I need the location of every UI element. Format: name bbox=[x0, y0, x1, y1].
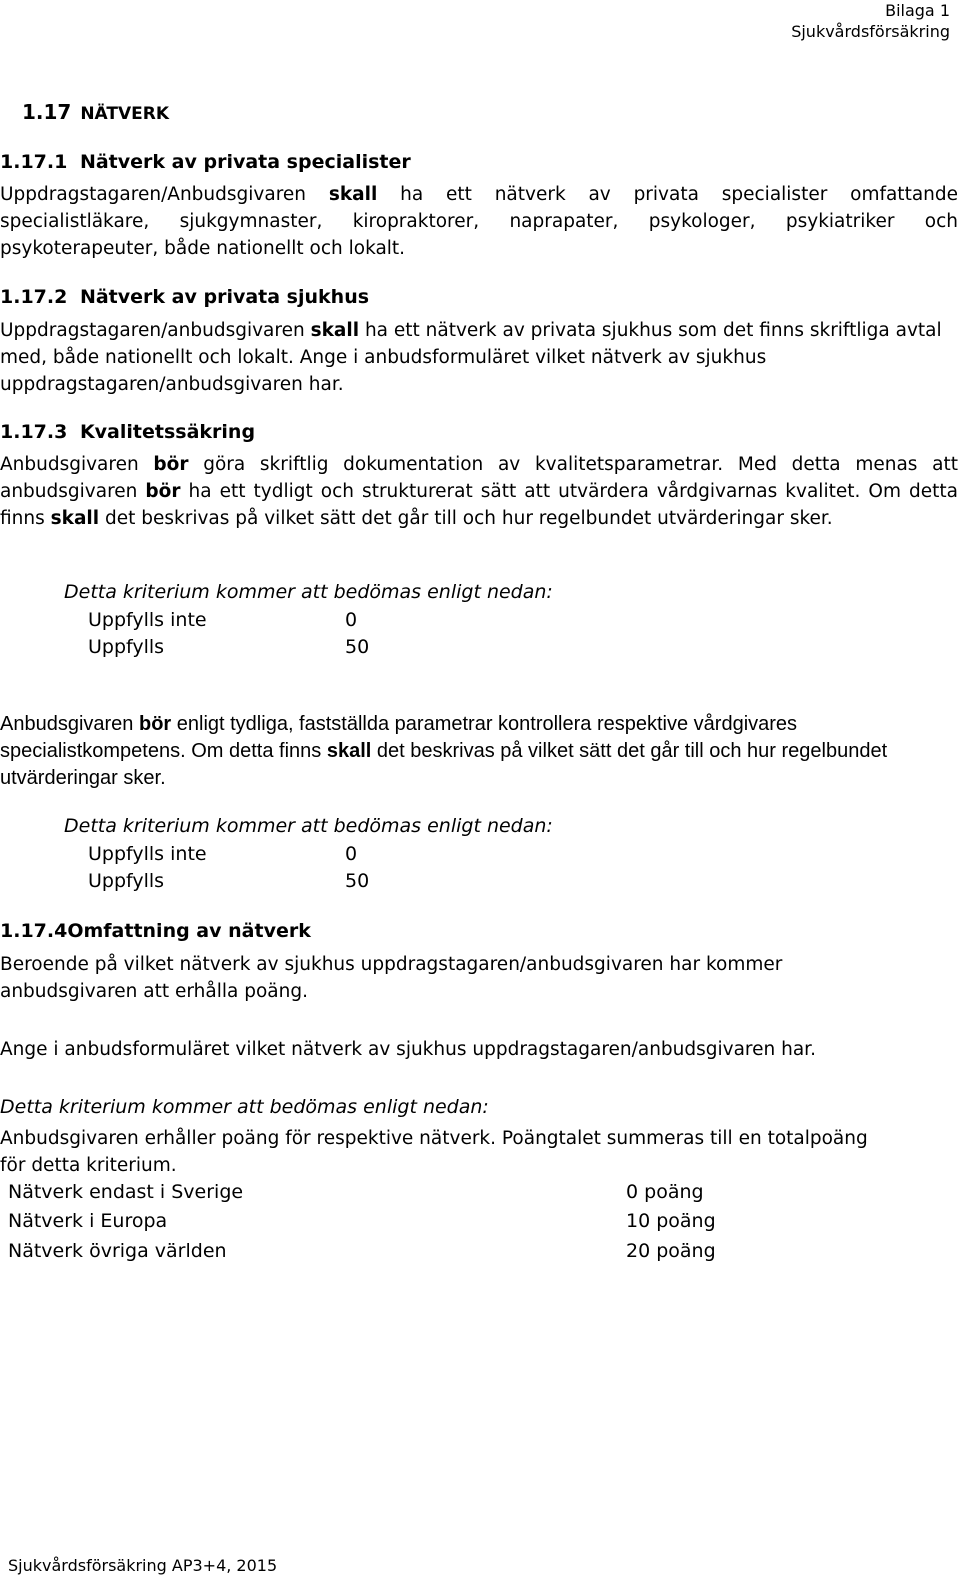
paragraph-points-summary: Anbudsgivaren erhåller poäng för respektive nätverk. Poängtalet summeras till en totalpoäng för detta kriterium. bbox=[0, 1128, 868, 1176]
paragraph-network-scope: Beroende på vilket nätverk av sjukhus uppdragstagaren/anbudsgivaren har kommer anbudsgivaren att erhålla poäng. bbox=[0, 954, 783, 1002]
requirement-word: skall bbox=[50, 508, 100, 529]
paragraph-tender-form: Ange i anbudsformuläret vilket nätverk av sjukhus uppdragstagaren/anbudsgivaren har. bbox=[0, 1039, 816, 1060]
section-number: 1.17.3 bbox=[0, 421, 68, 443]
table-row-points: 0 poäng bbox=[626, 1181, 704, 1203]
header bbox=[791, 0, 950, 42]
chapter-title: NÄTVERK bbox=[80, 104, 170, 124]
criterion-note: Detta kriterium kommer att bedömas enligt nedan: bbox=[0, 1096, 489, 1118]
score-points: 50 bbox=[345, 870, 370, 892]
section-heading-1-17-1 bbox=[0, 151, 411, 173]
requirement-word: bör bbox=[138, 713, 172, 735]
footer: Sjukvårdsförsäkring AP3+4, 2015 bbox=[8, 1556, 278, 1575]
score-points: 0 bbox=[345, 843, 358, 865]
score-label: Uppfylls inte bbox=[88, 609, 207, 631]
table-row-points: 20 poäng bbox=[626, 1240, 716, 1262]
score-label: Uppfylls inte bbox=[88, 843, 207, 865]
header-document: Sjukvårdsförsäkring bbox=[791, 22, 950, 41]
chapter-number: 1.17 bbox=[22, 100, 72, 124]
score-label: Uppfylls bbox=[88, 870, 165, 892]
section-title: Kvalitetssäkring bbox=[79, 421, 256, 443]
section-number: 1.17.2 bbox=[0, 286, 68, 308]
section-title: Nätverk av privata specialister bbox=[79, 151, 411, 173]
section-number: 1.17.1 bbox=[0, 151, 68, 173]
requirement-word: bör bbox=[145, 481, 181, 502]
section-heading-1-17-3 bbox=[0, 421, 255, 443]
table-row-label: Nätverk övriga världen bbox=[8, 1240, 227, 1262]
table-row-points: 10 poäng bbox=[626, 1210, 716, 1232]
header-appendix: Bilaga 1 bbox=[885, 1, 950, 20]
criterion-note: Detta kriterium kommer att bedömas enligt nedan: bbox=[64, 815, 553, 837]
chapter-heading bbox=[22, 100, 169, 124]
score-points: 50 bbox=[345, 636, 370, 658]
requirement-word: skall bbox=[326, 740, 372, 762]
section-number: 1.17.4 bbox=[0, 920, 68, 942]
score-points: 0 bbox=[345, 609, 358, 631]
requirement-word: skall bbox=[310, 320, 360, 341]
section-title: Nätverk av privata sjukhus bbox=[79, 286, 370, 308]
section-heading-1-17-2 bbox=[0, 286, 369, 308]
requirement-word: bör bbox=[153, 454, 189, 475]
score-label: Uppfylls bbox=[88, 636, 165, 658]
section-heading-1-17-4 bbox=[0, 920, 311, 942]
paragraph-quality-documentation: Anbudsgivaren bör göra skriftlig dokumentation av kvalitetsparametrar. Med detta menas att anbudsgivaren bör ha ett tydligt och strukturerat sätt att utvärdera vårdgivarnas kvalitet. Om detta finns skall det beskrivas på vilket sätt det går till och hur regelbundet utvärderingar sker. bbox=[0, 454, 958, 529]
paragraph-specialist-competence: Anbudsgivaren bör enligt tydliga, fastställda parametrar kontrollera respektive vårdgivares specialistkompetens. Om detta finns skall det beskrivas på vilket sätt det går till och hur regelbundet utvärderingar sker. bbox=[0, 713, 888, 789]
requirement-word: skall bbox=[328, 184, 378, 205]
criterion-note: Detta kriterium kommer att bedömas enligt nedan: bbox=[64, 581, 553, 603]
table-row-label: Nätverk i Europa bbox=[8, 1210, 168, 1232]
paragraph-private-specialists: Uppdragstagaren/Anbudsgivaren skall ha ett nätverk av privata specialister omfattande specialistläkare, sjukgymnaster, kiropraktorer, naprapater, psykologer, psykiatriker och psykoterapeuter, både nationellt och lokalt. bbox=[0, 184, 959, 259]
paragraph-private-hospitals: Uppdragstagaren/anbudsgivaren skall ha ett nätverk av privata sjukhus som det finns skriftliga avtal med, både nationellt och lokalt. Ange i anbudsformuläret vilket nätverk av sjukhus uppdragstagaren/anbudsgivaren har. bbox=[0, 320, 942, 395]
table-row-label: Nätverk endast i Sverige bbox=[8, 1181, 244, 1203]
section-title: Omfattning av nätverk bbox=[67, 920, 311, 942]
